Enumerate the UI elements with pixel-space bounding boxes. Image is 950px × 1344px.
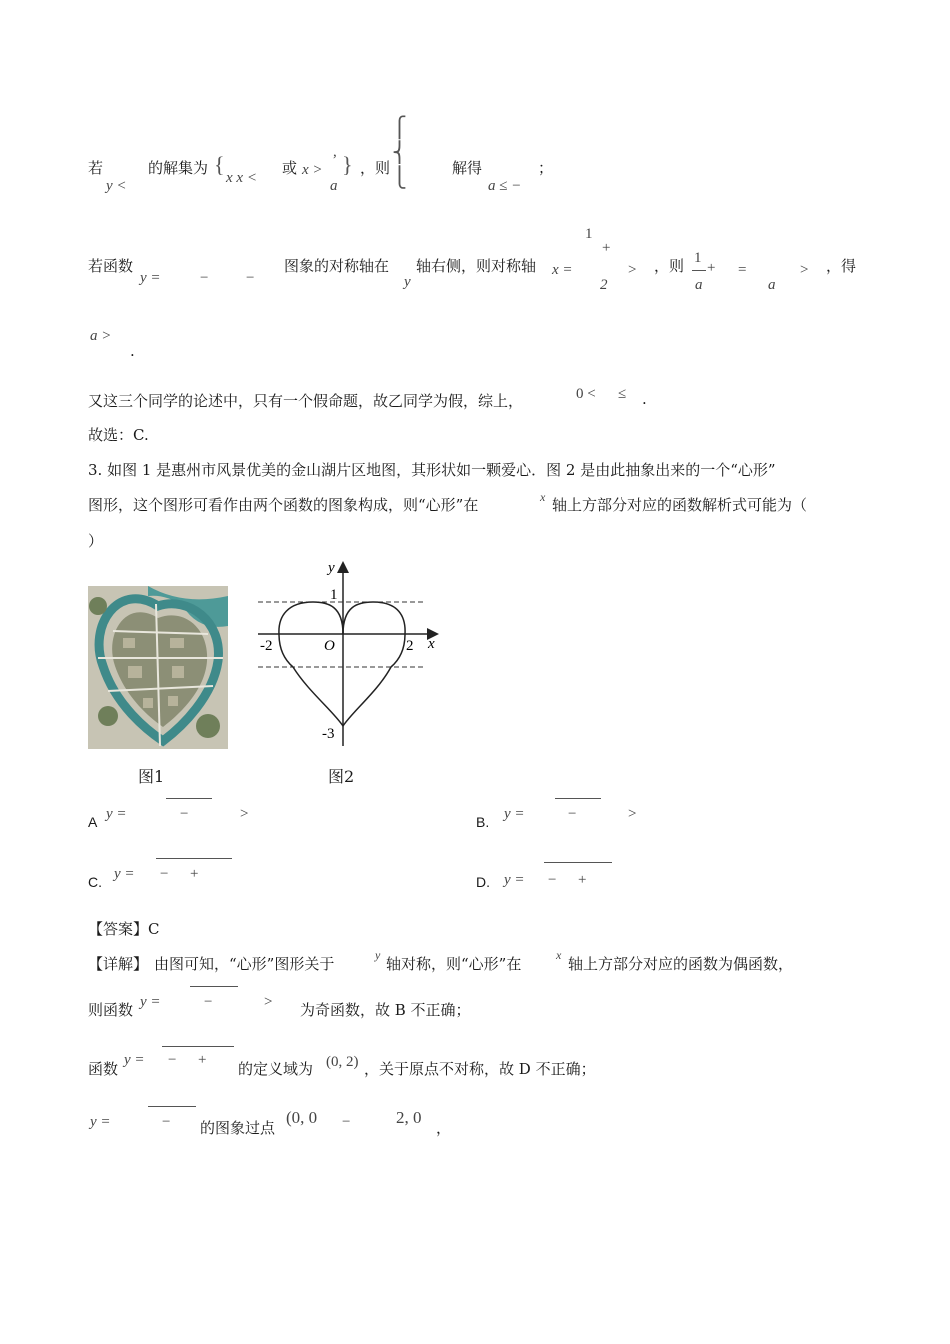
- option-a-expr: y =: [106, 806, 127, 822]
- heart-lower: [293, 667, 391, 726]
- line1-if: 若: [88, 159, 104, 177]
- line5-answer-choice: 故选：C.: [88, 426, 149, 444]
- figure2-heart-graph: [248, 556, 448, 756]
- fig2-origin: O: [324, 638, 335, 654]
- line4-dot: .: [642, 390, 647, 408]
- figure1-caption: 图1: [138, 767, 165, 786]
- option-a-gt: >: [240, 806, 249, 822]
- line2-sym: 图象的对称轴在: [284, 257, 390, 275]
- detail-l3b: 的定义域为: [238, 1060, 314, 1078]
- tick-mark: ,: [333, 144, 337, 160]
- frac-bar-1: [692, 270, 706, 271]
- option-a-minus: −: [180, 806, 189, 822]
- q3-line2a: 图形，这个图形可看作由两个函数的图象构成，则“心形”在: [88, 496, 479, 514]
- detail-label: 【详解】: [88, 955, 149, 973]
- option-d-plus: +: [578, 872, 587, 888]
- fig2-tick-neg3: -3: [322, 726, 335, 742]
- system-brace-bot: ⎩: [392, 167, 407, 189]
- line1-xgt: x >: [302, 162, 323, 178]
- fig2-tick-2: 2: [406, 638, 414, 654]
- line4-text: 又这三个同学的论述中，只有一个假命题，故乙同学为假，综上，: [88, 392, 524, 410]
- detail-domain: (0, 2): [326, 1054, 359, 1070]
- line1-set-inner: x x <: [226, 170, 257, 186]
- detail-l4b: 的图象过点: [200, 1119, 276, 1137]
- detail-l3a: 函数: [88, 1060, 119, 1078]
- fig2-tick-1: 1: [330, 587, 338, 603]
- line2-gt1: >: [628, 262, 637, 278]
- answer-line: 【答案】C: [88, 920, 160, 938]
- detail-l2b: 为奇函数，故 B 不正确；: [300, 1001, 471, 1019]
- detail-pt1-val: 0, 0: [291, 1108, 318, 1127]
- brace-left: {: [214, 152, 225, 177]
- detail-l4-radical: [148, 1106, 196, 1107]
- option-d-label[interactable]: D.: [476, 874, 490, 890]
- line2-then: ，则: [654, 257, 685, 275]
- q3-line3: ）: [88, 532, 104, 550]
- detail-l3-minus: −: [168, 1052, 177, 1068]
- option-d-radical: [544, 862, 612, 863]
- detail-l1a: 由图可知，“心形”图形关于: [154, 955, 335, 973]
- detail-l4-comma: ，: [436, 1119, 452, 1137]
- detail-l3c: ，关于原点不对称，故 D 不正确；: [364, 1060, 596, 1078]
- line2-xeq: x =: [552, 262, 573, 278]
- system-brace-mid: ⎨: [392, 142, 407, 164]
- detail-l4-minus: −: [162, 1114, 171, 1130]
- detail-l2-yeq: y =: [140, 994, 161, 1010]
- detail-l3-radical: [162, 1046, 234, 1047]
- line1-semi: ；: [538, 159, 554, 177]
- detail-y: y: [375, 948, 381, 962]
- line1-a: a: [330, 178, 338, 194]
- line2-plus: +: [602, 240, 611, 256]
- detail-l2-minus: −: [204, 994, 213, 1010]
- line2-axisright: 轴右侧，则对称轴: [416, 257, 537, 275]
- line1-ylt: y <: [106, 178, 127, 194]
- option-c-radical: [156, 858, 232, 859]
- line1-or: 或: [282, 159, 298, 177]
- detail-l2-gt: >: [264, 994, 273, 1010]
- q3-line2b: 轴上方部分对应的函数解析式可能为（: [552, 496, 808, 514]
- line2-a2: a: [768, 277, 776, 293]
- option-a-radical: [166, 798, 212, 799]
- line2-eq: =: [738, 262, 747, 278]
- line2-two: 2: [600, 277, 608, 293]
- line2-dash1: −: [200, 270, 209, 286]
- detail-l2a: 则函数: [88, 1001, 134, 1019]
- line1-ale: a ≤ −: [488, 178, 522, 194]
- option-b-expr: y =: [504, 806, 525, 822]
- figure2-caption: 图2: [328, 767, 355, 786]
- line4-lt: 0 <: [576, 386, 596, 402]
- detail-l3-yeq: y =: [124, 1052, 145, 1068]
- detail-l4-yeq: y =: [90, 1114, 111, 1130]
- option-c-expr: y =: [114, 866, 135, 882]
- system-brace-top: ⎧: [392, 117, 407, 139]
- line2-num1b: 1: [694, 250, 702, 266]
- fig2-x-label: x: [428, 636, 435, 652]
- line3-dot: .: [130, 342, 135, 360]
- option-d-minus: −: [548, 872, 557, 888]
- line1-then: ，则: [360, 159, 391, 177]
- detail-l2-radical: [190, 986, 238, 987]
- option-c-plus: +: [190, 866, 199, 882]
- line2-num1: 1: [585, 226, 593, 242]
- option-c-minus: −: [160, 866, 169, 882]
- detail-l1c: 轴上方部分对应的函数为偶函数，: [568, 955, 794, 973]
- line2-plus2: +: [707, 260, 716, 276]
- line4-le: ≤: [618, 386, 627, 402]
- line2-get: ，得: [826, 257, 857, 275]
- line1-solset: 的解集为: [148, 159, 209, 177]
- detail-l3-plus: +: [198, 1052, 207, 1068]
- line2-dash2: −: [246, 270, 255, 286]
- option-b-gt: >: [628, 806, 637, 822]
- line2-gt2: >: [800, 262, 809, 278]
- option-b-radical: [555, 798, 601, 799]
- detail-x: x: [556, 948, 562, 962]
- line2-a1: a: [695, 277, 703, 293]
- detail-l4-minus2: −: [342, 1114, 351, 1130]
- detail-l1b: 轴对称，则“心形”在: [386, 955, 522, 973]
- option-b-minus: −: [568, 806, 577, 822]
- option-b-label[interactable]: B.: [476, 814, 490, 830]
- q3-x: x: [540, 490, 546, 504]
- q3-line1: 3. 如图 1 是惠州市风景优美的金山湖片区地图，其形状如一颗爱心．图 2 是由此抽象出来的一个“心形”: [88, 461, 776, 479]
- detail-point2: 2, 0: [396, 1108, 422, 1127]
- line2-y: y: [404, 274, 411, 290]
- option-a-label[interactable]: A: [88, 814, 98, 830]
- detail-point1: (0, 0: [286, 1108, 318, 1127]
- option-d-expr: y =: [504, 872, 525, 888]
- line2-yeq: y =: [140, 270, 161, 286]
- line3-agt: a >: [90, 328, 112, 344]
- fig2-y-label: y: [328, 560, 335, 576]
- line2-iffunc: 若函数: [88, 257, 134, 275]
- line1-solve: 解得: [452, 159, 483, 177]
- brace-right: }: [342, 152, 353, 177]
- option-c-label[interactable]: C.: [88, 874, 102, 890]
- figure1-map: [88, 586, 228, 749]
- fig2-tick-neg2: -2: [260, 638, 273, 654]
